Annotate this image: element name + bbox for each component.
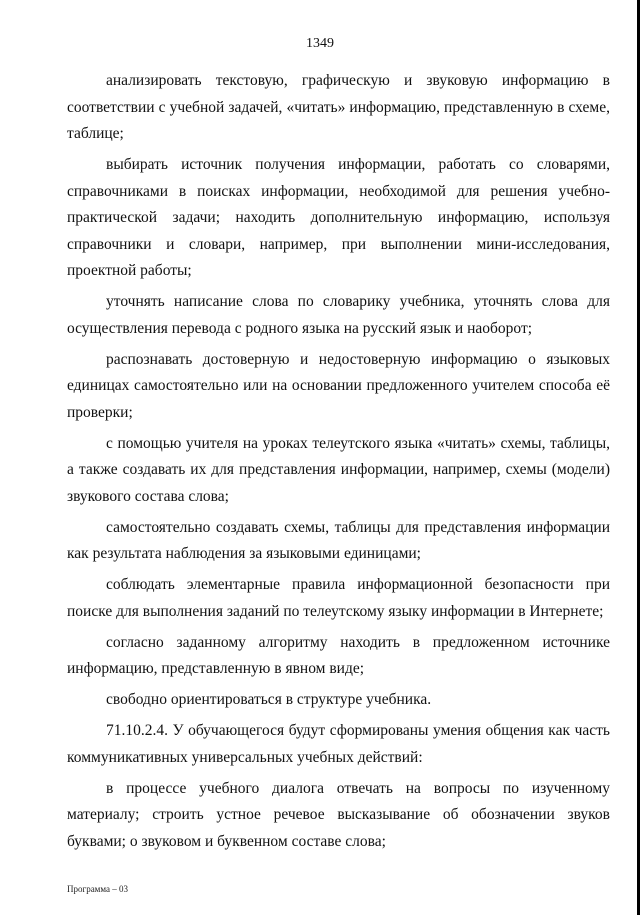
section-heading-paragraph: 71.10.2.4. У обучающегося будут сформированы умения общения как часть коммуникативных универсальных учебных действий: [67, 722, 610, 766]
paragraph: анализировать текстовую, графическую и звуковую информацию в соответствии с учебной задачей, «читать» информацию, представленную в схеме, таблице; [67, 72, 610, 142]
document-body [67, 68, 610, 860]
paragraph: соблюдать элементарные правила информационной безопасности при поиске для выполнения заданий по телеутскому языку информации в Интернете; [67, 576, 610, 620]
paragraph: выбирать источник получения информации, работать со словарями, справочниками в поисках информации, необходимой для решения учебно-практической задачи; находить дополнительную информацию, используя справочники и словари, например, при выполнении мини-исследования, проектной работы; [67, 156, 610, 279]
paragraph: самостоятельно создавать схемы, таблицы для представления информации как результата наблюдения за языковыми единицами; [67, 518, 610, 562]
footer-label: Программа – 03 [67, 884, 129, 894]
paragraph: уточнять написание слова по словарику учебника, уточнять слова для осуществления перевода с родного языка на русский язык и наоборот; [67, 293, 610, 337]
paragraph: согласно заданному алгоритму находить в предложенном источнике информацию, представленную в явном виде; [67, 633, 610, 677]
paragraph: свободно ориентироваться в структуре учебника. [106, 691, 432, 708]
page-number: 1349 [306, 36, 334, 51]
paragraph: в процессе учебного диалога отвечать на вопросы по изученному материалу; строить устное речевое высказывание об обозначении звуков буквами; о звуковом и буквенном составе слова; [67, 779, 610, 850]
paragraph: с помощью учителя на уроках телеутского языка «читать» схемы, таблицы, а также создавать их для представления информации, например, схемы (модели) звукового состава слова; [67, 434, 610, 505]
paragraph: распознавать достоверную и недостоверную информацию о языковых единицах самостоятельно или на основании предложенного учителем способа её проверки; [67, 350, 610, 421]
